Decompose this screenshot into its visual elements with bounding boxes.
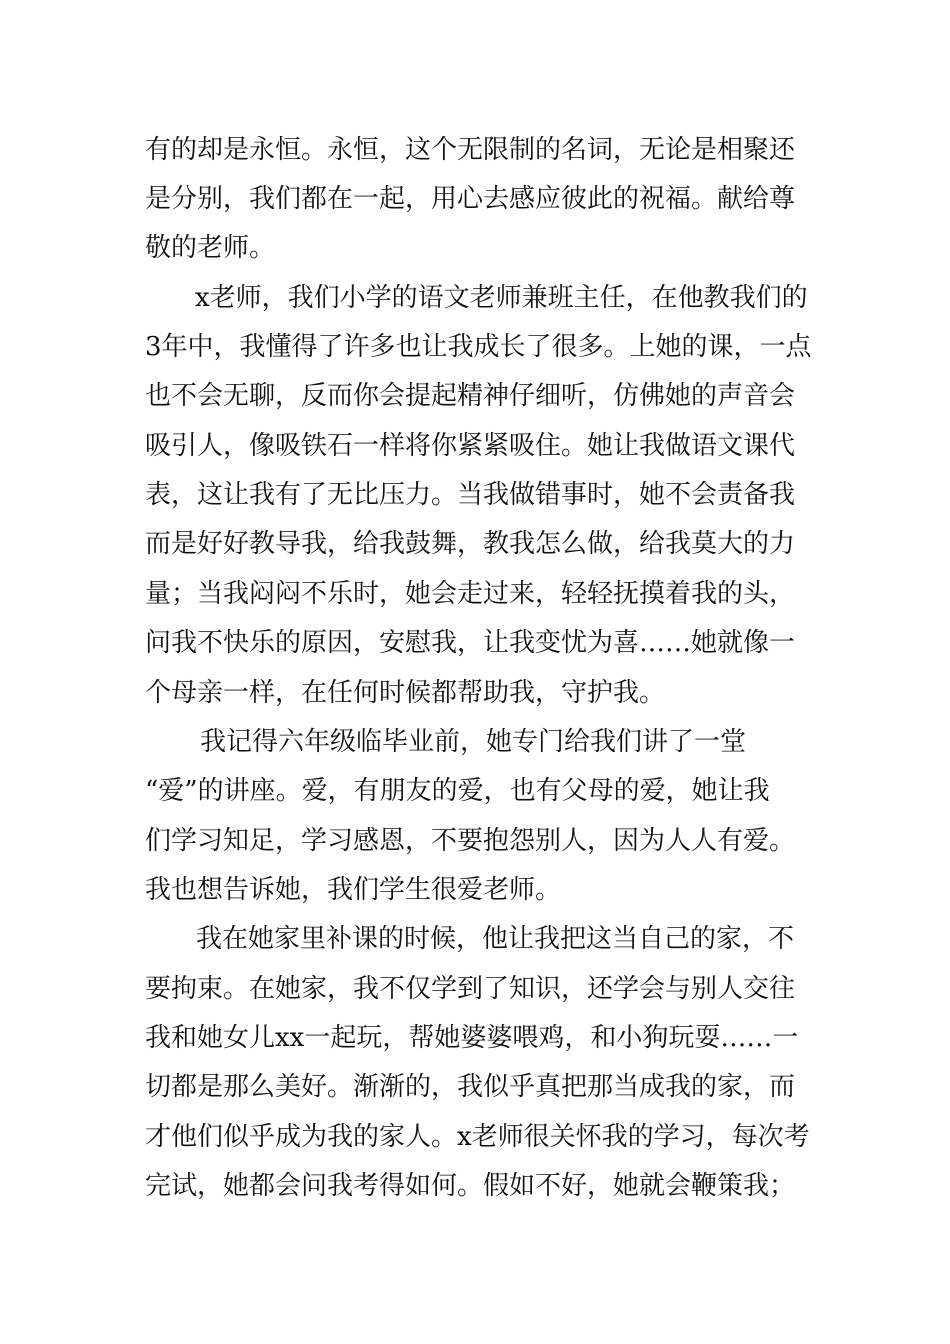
paragraph-first-line: x老师，我们小学的语文老师兼班主任，在他教我们的 bbox=[195, 283, 808, 313]
text-line: 才他们似乎成为我的家人。x老师很关怀我的学习，每次考 bbox=[145, 1122, 810, 1152]
text-line: 而是好好教导我，给我鼓舞，教我怎么做，给我莫大的力 bbox=[145, 529, 796, 559]
text-line: 也不会无聊，反而你会提起精神仔细听，仿佛她的声音会 bbox=[145, 381, 796, 411]
text-line: 我和她女儿xx一起玩，帮她婆婆喂鸡，和小狗玩耍……一 bbox=[145, 1023, 799, 1053]
text-line: 表，这让我有了无比压力。当我做错事时，她不会责备我 bbox=[145, 480, 796, 510]
text-line: 切都是那么美好。渐渐的，我似乎真把那当成我的家，而 bbox=[145, 1072, 796, 1102]
text-line: 完试，她都会问我考得如何。假如不好，她就会鞭策我； bbox=[145, 1171, 796, 1201]
text-line: 们学习知足，学习感恩，不要抱怨别人，因为人人有爱。 bbox=[145, 826, 796, 856]
paragraph-first-line: 我在她家里补课的时候，他让我把这当自己的家，不 bbox=[196, 924, 795, 954]
text-line: “爱”的讲座。爱，有朋友的爱，也有父母的爱，她让我 bbox=[145, 776, 770, 806]
text-line: 问我不快乐的原因，安慰我，让我变忧为喜……她就像一 bbox=[145, 628, 796, 658]
text-line: 有的却是永恒。永恒，这个无限制的名词，无论是相聚还 bbox=[145, 135, 796, 165]
paragraph-first-line: 我记得六年级临毕业前，她专门给我们讲了一堂 bbox=[200, 727, 747, 757]
text-line: 我也想告诉她，我们学生很爱老师。 bbox=[145, 875, 562, 905]
text-line: 是分别，我们都在一起，用心去感应彼此的祝福。献给尊 bbox=[145, 184, 796, 214]
text-line: 敬的老师。 bbox=[145, 233, 276, 263]
text-line: 量；当我闷闷不乐时，她会走过来，轻轻抚摸着我的头， bbox=[145, 579, 796, 609]
text-line: 要拘束。在她家，我不仅学到了知识，还学会与别人交往 bbox=[145, 974, 796, 1004]
text-line: 3年中，我懂得了许多也让我成长了很多。上她的课，一点 bbox=[145, 332, 812, 362]
text-line: 个母亲一样，在任何时候都帮助我，守护我。 bbox=[145, 678, 666, 708]
text-line: 吸引人，像吸铁石一样将你紧紧吸住。她让我做语文课代 bbox=[145, 431, 796, 461]
